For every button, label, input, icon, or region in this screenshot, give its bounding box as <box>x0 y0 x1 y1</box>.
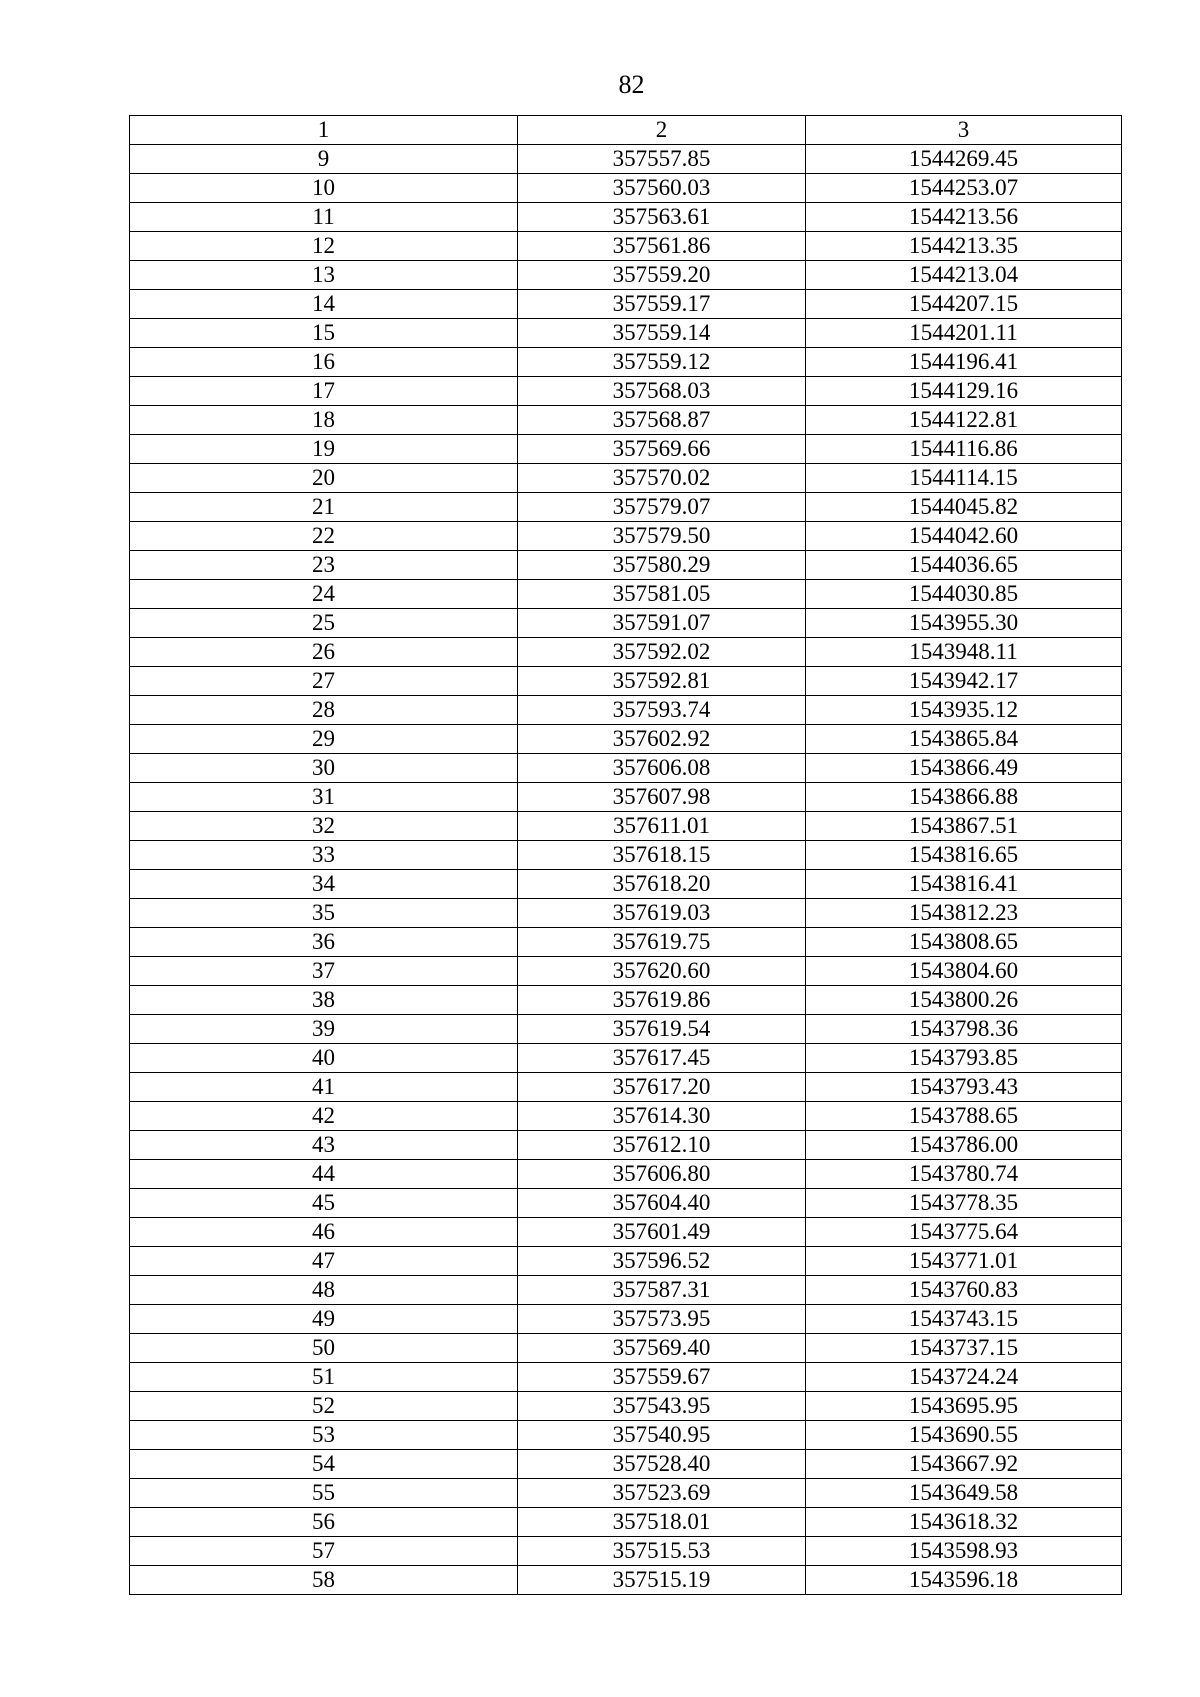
table-cell-col-3: 1544253.07 <box>806 174 1122 203</box>
table-row <box>130 493 1122 522</box>
table-cell-col-1: 23 <box>130 551 518 580</box>
table-cell-col-3: 1543942.17 <box>806 667 1122 696</box>
table-cell-col-2: 357540.95 <box>518 1421 806 1450</box>
table-cell-col-2: 357515.19 <box>518 1566 806 1595</box>
table-cell-col-3: 1543775.64 <box>806 1218 1122 1247</box>
table-row <box>130 696 1122 725</box>
table-row <box>130 1363 1122 1392</box>
table-cell-col-2: 357619.03 <box>518 899 806 928</box>
table-cell-col-1: 25 <box>130 609 518 638</box>
table-row <box>130 957 1122 986</box>
table-cell-col-3: 1543760.83 <box>806 1276 1122 1305</box>
column-header-2: 2 <box>518 116 806 145</box>
table-cell-col-3: 1543804.60 <box>806 957 1122 986</box>
table-cell-col-1: 51 <box>130 1363 518 1392</box>
table-cell-col-3: 1543816.65 <box>806 841 1122 870</box>
table-row <box>130 1160 1122 1189</box>
table-cell-col-3: 1544122.81 <box>806 406 1122 435</box>
table-cell-col-3: 1544207.15 <box>806 290 1122 319</box>
table-row <box>130 1102 1122 1131</box>
table-row <box>130 522 1122 551</box>
table-cell-col-2: 357528.40 <box>518 1450 806 1479</box>
table-cell-col-1: 27 <box>130 667 518 696</box>
table-row <box>130 232 1122 261</box>
table-row <box>130 667 1122 696</box>
table-row <box>130 1479 1122 1508</box>
table-cell-col-1: 41 <box>130 1073 518 1102</box>
table-cell-col-1: 21 <box>130 493 518 522</box>
table-cell-col-2: 357559.14 <box>518 319 806 348</box>
table-cell-col-1: 58 <box>130 1566 518 1595</box>
table-cell-col-3: 1543955.30 <box>806 609 1122 638</box>
table-cell-col-3: 1543798.36 <box>806 1015 1122 1044</box>
table-row <box>130 1508 1122 1537</box>
table-cell-col-2: 357611.01 <box>518 812 806 841</box>
table-cell-col-2: 357518.01 <box>518 1508 806 1537</box>
table-cell-col-2: 357579.07 <box>518 493 806 522</box>
table-cell-col-3: 1544030.85 <box>806 580 1122 609</box>
table-row <box>130 1044 1122 1073</box>
table-cell-col-1: 47 <box>130 1247 518 1276</box>
table-cell-col-1: 54 <box>130 1450 518 1479</box>
table-cell-col-3: 1543865.84 <box>806 725 1122 754</box>
table-row <box>130 928 1122 957</box>
table-row <box>130 754 1122 783</box>
table-row <box>130 986 1122 1015</box>
table-cell-col-1: 13 <box>130 261 518 290</box>
table-cell-col-1: 46 <box>130 1218 518 1247</box>
table-cell-col-3: 1544042.60 <box>806 522 1122 551</box>
table-cell-col-1: 39 <box>130 1015 518 1044</box>
table-row <box>130 1421 1122 1450</box>
table-cell-col-3: 1543778.35 <box>806 1189 1122 1218</box>
table-cell-col-3: 1543743.15 <box>806 1305 1122 1334</box>
table-cell-col-3: 1543771.01 <box>806 1247 1122 1276</box>
table-row <box>130 1131 1122 1160</box>
table-cell-col-3: 1543816.41 <box>806 870 1122 899</box>
table-cell-col-1: 56 <box>130 1508 518 1537</box>
table-row <box>130 638 1122 667</box>
table-cell-col-2: 357601.49 <box>518 1218 806 1247</box>
table-row <box>130 1392 1122 1421</box>
table-cell-col-2: 357593.74 <box>518 696 806 725</box>
table-cell-col-3: 1544045.82 <box>806 493 1122 522</box>
table-row <box>130 870 1122 899</box>
table-row <box>130 435 1122 464</box>
table-cell-col-3: 1543737.15 <box>806 1334 1122 1363</box>
table-row <box>130 464 1122 493</box>
table-row <box>130 1334 1122 1363</box>
table-row <box>130 551 1122 580</box>
table-cell-col-1: 26 <box>130 638 518 667</box>
table-cell-col-3: 1543867.51 <box>806 812 1122 841</box>
table-cell-col-1: 36 <box>130 928 518 957</box>
table-row <box>130 841 1122 870</box>
table-cell-col-2: 357606.80 <box>518 1160 806 1189</box>
table-cell-col-2: 357619.75 <box>518 928 806 957</box>
table-cell-col-3: 1543695.95 <box>806 1392 1122 1421</box>
table-cell-col-2: 357560.03 <box>518 174 806 203</box>
table-cell-col-1: 28 <box>130 696 518 725</box>
table-cell-col-3: 1543808.65 <box>806 928 1122 957</box>
table-cell-col-1: 42 <box>130 1102 518 1131</box>
table-row <box>130 290 1122 319</box>
table-cell-col-1: 40 <box>130 1044 518 1073</box>
table-cell-col-3: 1543618.32 <box>806 1508 1122 1537</box>
table-row <box>130 609 1122 638</box>
table-cell-col-1: 44 <box>130 1160 518 1189</box>
table-cell-col-1: 37 <box>130 957 518 986</box>
table-row <box>130 1189 1122 1218</box>
table-cell-col-3: 1544269.45 <box>806 145 1122 174</box>
table-cell-col-2: 357569.66 <box>518 435 806 464</box>
table-cell-col-1: 14 <box>130 290 518 319</box>
table-cell-col-3: 1543800.26 <box>806 986 1122 1015</box>
table-cell-col-3: 1543793.85 <box>806 1044 1122 1073</box>
table-cell-col-2: 357617.20 <box>518 1073 806 1102</box>
table-cell-col-2: 357559.20 <box>518 261 806 290</box>
table-cell-col-3: 1543788.65 <box>806 1102 1122 1131</box>
table-cell-col-2: 357596.52 <box>518 1247 806 1276</box>
table-cell-col-1: 57 <box>130 1537 518 1566</box>
table-cell-col-3: 1544213.04 <box>806 261 1122 290</box>
table-cell-col-2: 357515.53 <box>518 1537 806 1566</box>
table-cell-col-3: 1543780.74 <box>806 1160 1122 1189</box>
table-row <box>130 1247 1122 1276</box>
table-cell-col-3: 1543935.12 <box>806 696 1122 725</box>
table-cell-col-2: 357581.05 <box>518 580 806 609</box>
table-cell-col-3: 1543948.11 <box>806 638 1122 667</box>
table-cell-col-1: 33 <box>130 841 518 870</box>
table-row <box>130 1537 1122 1566</box>
table-cell-col-3: 1544116.86 <box>806 435 1122 464</box>
table-cell-col-1: 35 <box>130 899 518 928</box>
table-cell-col-2: 357523.69 <box>518 1479 806 1508</box>
table-cell-col-1: 11 <box>130 203 518 232</box>
page-number: 82 <box>618 70 645 99</box>
table-cell-col-1: 50 <box>130 1334 518 1363</box>
table-cell-col-3: 1544201.11 <box>806 319 1122 348</box>
table-cell-col-2: 357573.95 <box>518 1305 806 1334</box>
table-row <box>130 812 1122 841</box>
table-row <box>130 783 1122 812</box>
table-cell-col-2: 357617.45 <box>518 1044 806 1073</box>
table-cell-col-1: 30 <box>130 754 518 783</box>
table-cell-col-1: 29 <box>130 725 518 754</box>
table-cell-col-2: 357559.17 <box>518 290 806 319</box>
table-row <box>130 348 1122 377</box>
table-cell-col-2: 357587.31 <box>518 1276 806 1305</box>
column-header-3: 3 <box>806 116 1122 145</box>
table-cell-col-2: 357606.08 <box>518 754 806 783</box>
table-cell-col-3: 1543786.00 <box>806 1131 1122 1160</box>
table-cell-col-3: 1543596.18 <box>806 1566 1122 1595</box>
coordinates-table <box>129 115 1122 1595</box>
table-cell-col-2: 357570.02 <box>518 464 806 493</box>
table-cell-col-3: 1544114.15 <box>806 464 1122 493</box>
table-cell-col-3: 1543793.43 <box>806 1073 1122 1102</box>
table-row <box>130 377 1122 406</box>
table-cell-col-1: 48 <box>130 1276 518 1305</box>
table-cell-col-3: 1543724.24 <box>806 1363 1122 1392</box>
table-cell-col-1: 17 <box>130 377 518 406</box>
table-cell-col-1: 12 <box>130 232 518 261</box>
table-cell-col-2: 357612.10 <box>518 1131 806 1160</box>
table-cell-col-1: 45 <box>130 1189 518 1218</box>
table-cell-col-1: 22 <box>130 522 518 551</box>
table-cell-col-2: 357618.20 <box>518 870 806 899</box>
table-cell-col-1: 32 <box>130 812 518 841</box>
table-row <box>130 580 1122 609</box>
table-cell-col-2: 357591.07 <box>518 609 806 638</box>
table-cell-col-1: 31 <box>130 783 518 812</box>
table-cell-col-1: 55 <box>130 1479 518 1508</box>
table-row <box>130 174 1122 203</box>
table-cell-col-1: 43 <box>130 1131 518 1160</box>
table-cell-col-2: 357592.81 <box>518 667 806 696</box>
column-header-1: 1 <box>130 116 518 145</box>
table-cell-col-2: 357543.95 <box>518 1392 806 1421</box>
table-row <box>130 1073 1122 1102</box>
table-row <box>130 203 1122 232</box>
table-cell-col-2: 357618.15 <box>518 841 806 870</box>
table-cell-col-3: 1544213.56 <box>806 203 1122 232</box>
table-cell-col-2: 357559.67 <box>518 1363 806 1392</box>
table-cell-col-1: 38 <box>130 986 518 1015</box>
table-cell-col-3: 1543667.92 <box>806 1450 1122 1479</box>
table-cell-col-2: 357559.12 <box>518 348 806 377</box>
table-cell-col-2: 357602.92 <box>518 725 806 754</box>
table-cell-col-3: 1543690.55 <box>806 1421 1122 1450</box>
table-cell-col-2: 357580.29 <box>518 551 806 580</box>
table-cell-col-1: 24 <box>130 580 518 609</box>
table-row <box>130 406 1122 435</box>
table-cell-col-3: 1544196.41 <box>806 348 1122 377</box>
table-cell-col-3: 1543866.49 <box>806 754 1122 783</box>
table-cell-col-2: 357592.02 <box>518 638 806 667</box>
table-cell-col-2: 357569.40 <box>518 1334 806 1363</box>
table-cell-col-1: 18 <box>130 406 518 435</box>
table-cell-col-3: 1543598.93 <box>806 1537 1122 1566</box>
table-body <box>130 145 1122 1595</box>
table-cell-col-1: 53 <box>130 1421 518 1450</box>
table-row <box>130 725 1122 754</box>
table-cell-col-1: 20 <box>130 464 518 493</box>
table-row <box>130 899 1122 928</box>
table-cell-col-3: 1544129.16 <box>806 377 1122 406</box>
table-row <box>130 319 1122 348</box>
table-row <box>130 261 1122 290</box>
table-row <box>130 1218 1122 1247</box>
table-cell-col-2: 357604.40 <box>518 1189 806 1218</box>
table-cell-col-1: 19 <box>130 435 518 464</box>
table-cell-col-2: 357579.50 <box>518 522 806 551</box>
table-cell-col-1: 9 <box>130 145 518 174</box>
table-cell-col-2: 357619.54 <box>518 1015 806 1044</box>
table-cell-col-1: 52 <box>130 1392 518 1421</box>
table-cell-col-1: 15 <box>130 319 518 348</box>
table-cell-col-2: 357568.87 <box>518 406 806 435</box>
table-cell-col-3: 1544213.35 <box>806 232 1122 261</box>
table-cell-col-2: 357607.98 <box>518 783 806 812</box>
table-cell-col-3: 1543649.58 <box>806 1479 1122 1508</box>
table-header-row <box>130 116 1122 145</box>
table-row <box>130 1015 1122 1044</box>
table-cell-col-2: 357619.86 <box>518 986 806 1015</box>
table-cell-col-2: 357563.61 <box>518 203 806 232</box>
table-cell-col-2: 357620.60 <box>518 957 806 986</box>
table-row <box>130 1305 1122 1334</box>
table-cell-col-2: 357561.86 <box>518 232 806 261</box>
table-cell-col-2: 357614.30 <box>518 1102 806 1131</box>
table-cell-col-1: 16 <box>130 348 518 377</box>
table-cell-col-1: 10 <box>130 174 518 203</box>
table-cell-col-2: 357557.85 <box>518 145 806 174</box>
table-cell-col-1: 34 <box>130 870 518 899</box>
table-row <box>130 1566 1122 1595</box>
table-row <box>130 1450 1122 1479</box>
table-cell-col-3: 1544036.65 <box>806 551 1122 580</box>
table-cell-col-3: 1543866.88 <box>806 783 1122 812</box>
table-row <box>130 145 1122 174</box>
table-cell-col-1: 49 <box>130 1305 518 1334</box>
table-row <box>130 1276 1122 1305</box>
table-cell-col-2: 357568.03 <box>518 377 806 406</box>
table-cell-col-3: 1543812.23 <box>806 899 1122 928</box>
